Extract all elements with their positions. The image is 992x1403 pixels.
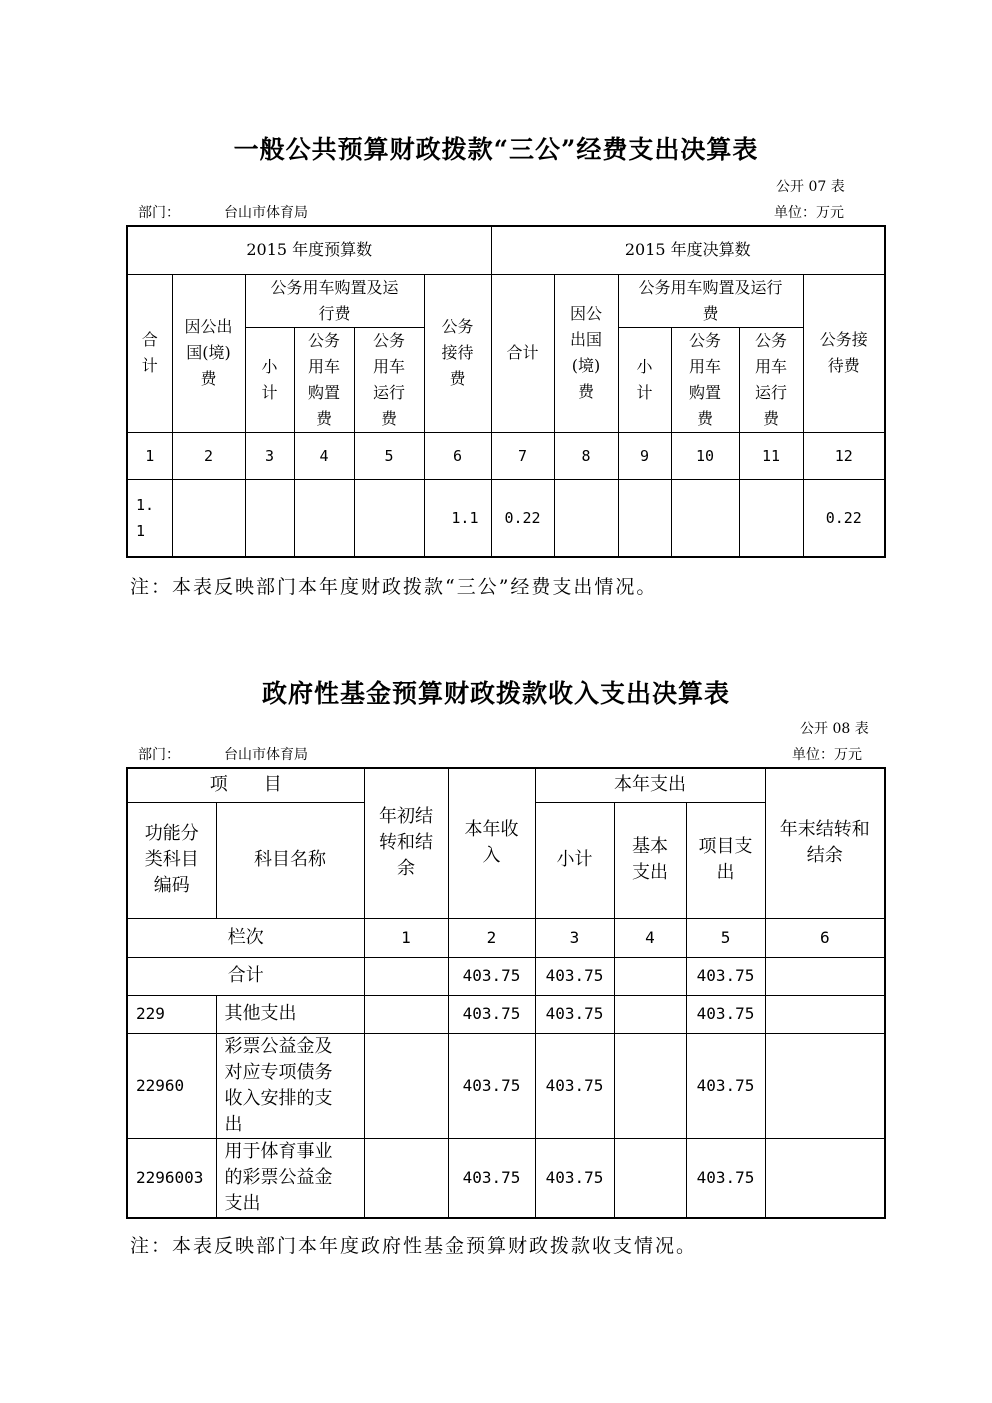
header-car-group-final: 公务用车购置及运行 费 (618, 274, 803, 327)
table-row (127, 1138, 885, 1218)
table2-unit: 单位：万元 (792, 747, 862, 763)
table1-code: 公开 07 表 (776, 179, 845, 195)
col-number: 7 (491, 432, 554, 479)
total-cell (364, 957, 448, 995)
header-car-run: 公务 用车 运行 费 (354, 327, 424, 432)
header-reception: 公务 接待 费 (424, 274, 491, 432)
header-travel-final: 因公 出国 (境) 费 (554, 274, 618, 432)
table-row (127, 995, 885, 1033)
col-number: 11 (739, 432, 803, 479)
col-number: 10 (671, 432, 739, 479)
header-car-purchase: 公务 用车 购置 费 (294, 327, 354, 432)
table2-title: 政府性基金预算财政拨款收入支出决算表 (261, 679, 730, 708)
col-number: 4 (614, 918, 686, 957)
data-cell (765, 1033, 885, 1138)
header-total-final: 合计 (491, 274, 554, 432)
table2-note: 注：本表反映部门本年度政府性基金预算财政拨款收支情况。 (130, 1235, 698, 1257)
data-cell: 403.75 (448, 1138, 535, 1218)
table1-dept-label: 部门： (138, 205, 180, 221)
total-cell (765, 957, 885, 995)
total-cell: 403.75 (448, 957, 535, 995)
data-cell: 403.75 (535, 1138, 614, 1218)
total-label: 合计 (127, 957, 364, 995)
header-travel: 因公出 国(境) 费 (172, 274, 245, 432)
data-cell: 0.22 (803, 479, 885, 557)
col-number: 5 (354, 432, 424, 479)
data-cell: 403.75 (535, 995, 614, 1033)
data-cell: 0.22 (491, 479, 554, 557)
data-cell (364, 1138, 448, 1218)
data-cell (765, 995, 885, 1033)
header-basic: 基本 支出 (614, 802, 686, 918)
header-project: 项目支 出 (686, 802, 765, 918)
header-reception-final: 公务接 待费 (803, 274, 885, 432)
data-cell: 1.1 (424, 479, 491, 557)
header-begin-balance: 年初结 转和结 余 (364, 768, 448, 918)
header-expense-group: 本年支出 (535, 768, 765, 802)
col-number: 2 (448, 918, 535, 957)
col-label: 栏次 (127, 918, 364, 957)
table1-dept-name: 台山市体育局 (224, 205, 308, 221)
data-cell (614, 995, 686, 1033)
total-cell: 403.75 (686, 957, 765, 995)
col-number: 3 (245, 432, 294, 479)
row-code: 2296003 (127, 1138, 216, 1218)
col-number: 4 (294, 432, 354, 479)
row-name: 其他支出 (216, 995, 364, 1033)
header-car-run-final: 公务 用车 运行 费 (739, 327, 803, 432)
col-number: 6 (765, 918, 885, 957)
header-car-group: 公务用车购置及运 行费 (245, 274, 424, 327)
data-cell: 403.75 (686, 1033, 765, 1138)
data-cell (554, 479, 618, 557)
col-number: 2 (172, 432, 245, 479)
row-code: 22960 (127, 1033, 216, 1138)
data-cell (354, 479, 424, 557)
col-number: 3 (535, 918, 614, 957)
data-cell (245, 479, 294, 557)
table2 (126, 767, 886, 1219)
data-cell (172, 479, 245, 557)
table1-note: 注：本表反映部门本年度财政拨款“三公”经费支出情况。 (130, 576, 658, 598)
row-name: 彩票公益金及 对应专项债务 收入安排的支 出 (216, 1033, 364, 1138)
total-cell: 403.75 (535, 957, 614, 995)
data-cell (364, 995, 448, 1033)
table1-group-budget: 2015 年度预算数 (127, 226, 491, 274)
table2-dept-name: 台山市体育局 (224, 747, 308, 763)
row-name: 用于体育事业 的彩票公益金 支出 (216, 1138, 364, 1218)
data-cell: 403.75 (686, 1138, 765, 1218)
header-car-purchase-final: 公务 用车 购置 费 (671, 327, 739, 432)
table1-group-final: 2015 年度决算数 (491, 226, 885, 274)
header-subject-name: 科目名称 (216, 802, 364, 918)
data-cell: 403.75 (686, 995, 765, 1033)
data-cell (614, 1033, 686, 1138)
header-total: 合 计 (127, 274, 172, 432)
data-cell (614, 1138, 686, 1218)
table1-unit: 单位：万元 (774, 205, 844, 221)
row-code: 229 (127, 995, 216, 1033)
data-cell (294, 479, 354, 557)
data-cell (739, 479, 803, 557)
table-row (127, 1033, 885, 1138)
data-cell (364, 1033, 448, 1138)
data-cell (671, 479, 739, 557)
data-cell: 403.75 (448, 1033, 535, 1138)
total-cell (614, 957, 686, 995)
header-item: 项 目 (127, 768, 364, 802)
col-number: 12 (803, 432, 885, 479)
data-cell: 403.75 (448, 995, 535, 1033)
table1-title: 一般公共预算财政拨款“三公”经费支出决算表 (233, 135, 759, 164)
header-income: 本年收 入 (448, 768, 535, 918)
header-end-balance: 年末结转和 结余 (765, 768, 885, 918)
data-cell (618, 479, 671, 557)
header-subtotal: 小 计 (245, 327, 294, 432)
col-number: 9 (618, 432, 671, 479)
data-cell (765, 1138, 885, 1218)
col-number: 6 (424, 432, 491, 479)
col-number: 1 (364, 918, 448, 957)
col-number: 8 (554, 432, 618, 479)
col-number: 1 (127, 432, 172, 479)
header-subtotal-final: 小 计 (618, 327, 671, 432)
table2-dept-label: 部门： (138, 747, 180, 763)
table1 (126, 225, 886, 558)
header-subtotal: 小计 (535, 802, 614, 918)
data-cell: 403.75 (535, 1033, 614, 1138)
header-func-code: 功能分 类科目 编码 (127, 802, 216, 918)
col-number: 5 (686, 918, 765, 957)
data-cell: 1. 1 (127, 479, 172, 557)
table2-code: 公开 08 表 (800, 721, 869, 737)
